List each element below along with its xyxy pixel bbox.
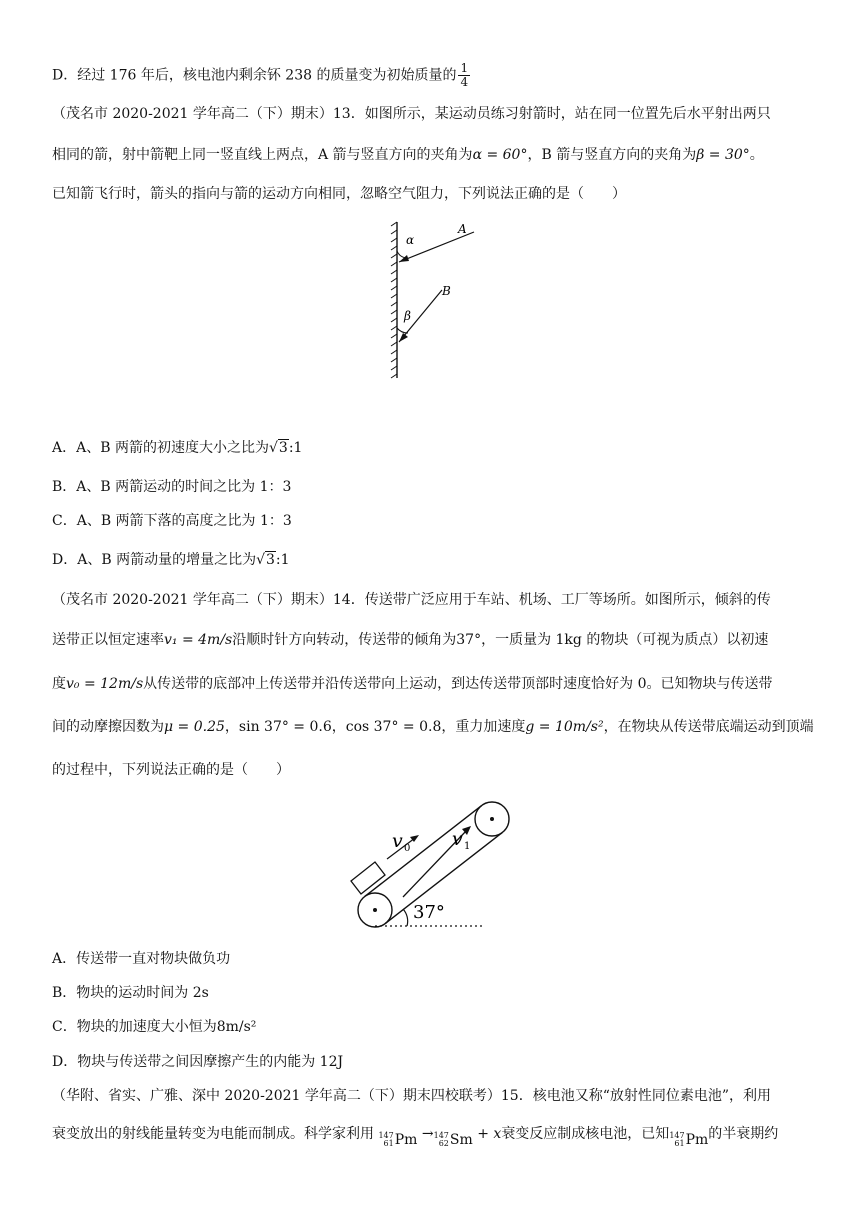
q13-option-d [52,550,290,570]
nuclide-pm [378,1130,417,1150]
beta-equation: β = 30° [696,147,750,163]
atomic-number: 61 [674,1139,685,1148]
q14-option-a: A．传送带一直对物块做负功 [52,951,231,967]
alpha-equation: α = 60° [472,147,528,163]
angle-label: 37° [413,902,445,923]
alpha-label: α [406,233,415,247]
mu-equation: μ = 0.25 [164,719,225,735]
q14-stem-text: 沿顺时针方向转动，传送带的倾角为37°，一质量为 1kg 的物块（可视为质点）以初速 [232,632,769,648]
q14-stem-text: 从传送带的底部冲上传送带并沿传送带向上运动，到达传送带顶部时速度恰好为 0。已知物块与传送带 [143,676,773,692]
atomic-number: 61 [383,1139,394,1148]
q12-option-d-text: D．经过 176 年后，核电池内剩余钚 238 的质量变为初始质量的 [52,67,457,84]
mass-number: 147 [433,1131,449,1140]
v1-subscript: 1 [464,841,471,852]
q14-option-b: B．物块的运动时间为 2s [52,985,209,1001]
q14-stem-line-1: （茂名市 2020-2021 学年高二（下）期末）14．传送带广泛应用于车站、机场、工厂等场所。如图所示，倾斜的传 [52,592,771,608]
q14-stem-line-2 [52,630,768,650]
q15-stem-line-1: （华附、省实、广雅、深中 2020-2021 学年高二（下）期末四校联考）15．核电池又称“放射性同位素电池”，利用 [52,1088,772,1104]
q15-stem-text: 衰变放出的射线能量转变为电能而制成。科学家利用 [52,1126,374,1142]
reaction-arrow: → [421,1126,434,1142]
sqrt: √3 [268,440,288,456]
arrow-a-label: A [458,222,467,236]
sqrt-radicand: 3 [266,552,275,568]
top-pulley-axle [490,817,494,821]
q14-stem-text: 间的动摩擦因数为 [52,719,164,735]
q13-stem-text: 。 [749,147,764,163]
q14-stem-text: ，重力加速度 [441,719,526,735]
plus-x: + x [477,1126,502,1142]
arrow-b-head [399,333,408,342]
q14-option-d: D．物块与传送带之间因摩擦产生的内能为 12J [52,1054,344,1070]
fraction-denominator: 4 [460,75,469,89]
angle-arc [403,909,408,926]
q13-stem-text: ，B 箭与竖直方向的夹角为 [527,147,697,163]
q13-stem-text: 相同的箭，射中箭靶上同一竖直线上两点，A 箭与竖直方向的夹角为 [52,147,473,163]
g-equation: g = 10m/s² [525,719,604,735]
q13-stem-line-1: （茂名市 2020-2021 学年高二（下）期末）13．如图所示，某运动员练习射箭时，站在同一位置先后水平射出两只 [52,106,771,122]
q14-stem-line-3 [52,674,773,694]
arrow-b-label: B [442,284,451,298]
bottom-pulley-axle [373,908,377,912]
q14-stem-text: ，在物块从传送带底端运动到顶端 [603,719,814,735]
element-symbol: Pm [394,1132,418,1148]
nuclide-sm [434,1130,473,1150]
q14-option-c: C．物块的加速度大小恒为8m/s² [52,1019,257,1035]
sqrt: √3 [256,552,275,568]
option-text: A．A、B 两箭的初速度大小之比为 [52,440,269,456]
fraction [458,62,470,89]
nuclide-pm [669,1130,708,1150]
option-tail: :1 [288,440,303,456]
q14-stem-text: 送带正以恒定速率 [52,632,164,648]
q14-stem-line-4: 间的动摩擦因数为μ = 0.25，sin 37° = 0.6，cos 37° = 0.8，重力加速度g = 10m/s²，在物块从传送带底端运动到顶端 [52,719,814,735]
element-symbol: Pm [685,1132,709,1148]
q13-stem-line-2 [52,145,764,165]
cos-equation: cos 37° = 0.8 [345,719,442,735]
sqrt-radicand: 3 [278,440,288,456]
q13-option-b: B．A、B 两箭运动的时间之比为 1：3 [52,479,292,495]
option-text: D．A、B 两箭动量的增量之比为 [52,552,257,568]
q13-arrow-target-figure [380,218,490,383]
sin-equation: sin 37° = 0.6 [238,719,332,735]
q14-stem-line-5: 的过程中，下列说法正确的是（ ） [52,762,290,778]
mass-number: 147 [378,1131,394,1140]
element-symbol: Sm [449,1132,473,1148]
q13-option-a [52,438,302,458]
v0-subscript: 0 [404,843,411,854]
q13-option-c: C．A、B 两箭下落的高度之比为 1：3 [52,513,292,529]
q15-stem-text: 的半衰期约 [708,1126,779,1142]
v0-equation: v₀ = 12m/s [66,676,144,692]
mass-number: 147 [669,1131,685,1140]
q15-stem-text: 衰变反应制成核电池，已知 [501,1126,670,1142]
option-tail: :1 [275,552,290,568]
q12-option-d [52,62,470,89]
v1-equation: v₁ = 4m/s [164,632,233,648]
wall-hatching [391,222,397,378]
v1-label: v [452,828,463,850]
q14-conveyor-figure [345,795,515,935]
q13-stem-line-3: 已知箭飞行时，箭头的指向与箭的运动方向相同，忽略空气阻力，下列说法正确的是（ ） [52,186,626,202]
block [351,862,385,894]
q15-stem-line-2 [52,1124,778,1150]
fraction-numerator: 1 [460,61,469,75]
beta-label: β [404,309,411,323]
q14-stem-text: 度 [52,676,66,692]
atomic-number: 62 [438,1139,449,1148]
v0-label: v [392,830,403,852]
